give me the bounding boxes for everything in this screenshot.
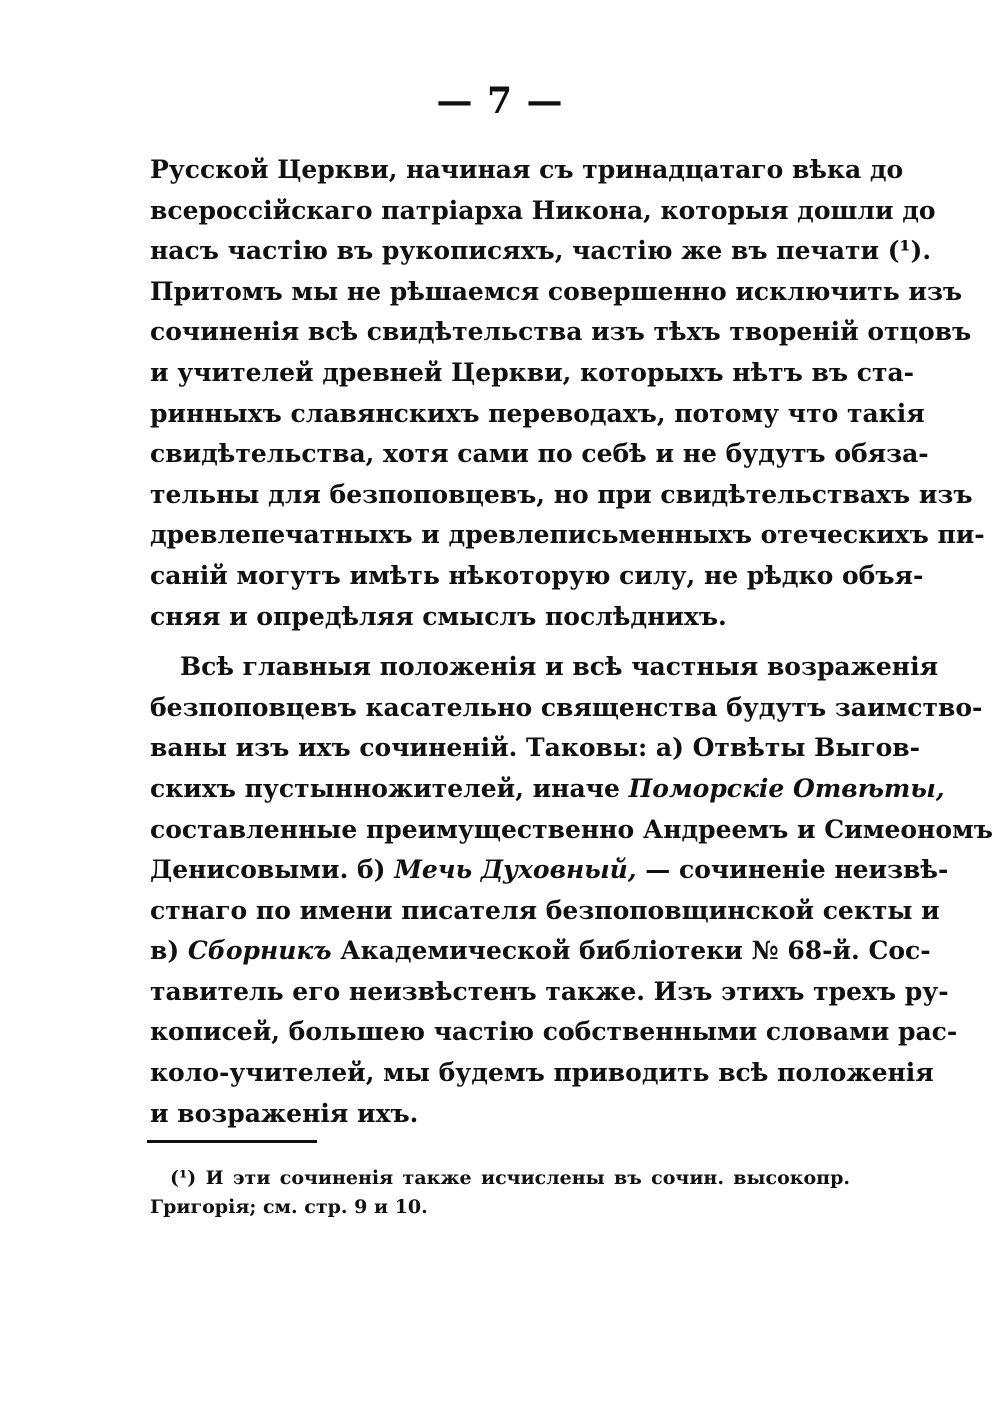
footnote-line: (¹) И эти сочиненія также исчислены въ сочин. высокопр. [170,1167,850,1189]
text-run: — сочиненіе неизвѣ- [636,855,949,885]
italic-title: Поморскіе Отвѣты, [628,773,945,803]
text-run: Денисовыми. б) [150,855,395,885]
page-number: — 7 — [436,80,564,122]
text-line: насъ частію въ рукописяхъ, частію же въ печати (¹). [150,236,932,266]
text-line: сочиненія всѣ свидѣтельства изъ тѣхъ твореній отцовъ [150,317,972,347]
footnote-line: Григорія; см. стр. 9 и 10. [150,1196,428,1218]
text-line: всероссійскаго патріарха Никона, которыя дошли до [150,195,936,225]
paragraph [150,647,993,1134]
text-line: свидѣтельства, хотя сами по себѣ и не будутъ обяза- [150,439,929,469]
text-line [150,850,949,891]
text-line: ринныхъ славянскихъ переводахъ, потому что такія [150,398,925,428]
body-text [150,150,993,1134]
text-line [150,769,945,810]
italic-title: Сборникъ [187,936,332,966]
text-line: ваны изъ ихъ сочиненій. Таковы: а) Отвѣты Выгов- [150,733,921,763]
text-line: безпоповцевъ касательно священства будутъ заимство- [150,692,983,722]
text-line: сняя и опредѣляя смыслъ послѣднихъ. [150,601,727,631]
text-line: тельны для безпоповцевъ, но при свидѣтельствахъ изъ [150,479,973,509]
text-line: и возраженія ихъ. [150,1098,419,1128]
footnote-divider [147,1140,317,1143]
text-line: Всѣ главныя положенія и всѣ частныя возраженія [180,652,939,682]
paragraph [150,150,985,637]
text-run: в) [150,936,188,966]
text-run: Академической библіотеки № 68-й. Сос- [331,936,931,966]
text-line: коло-учителей, мы будемъ приводить всѣ положенія [150,1058,934,1088]
text-line: Притомъ мы не рѣшаемся совершенно исключить изъ [150,276,963,306]
text-line: кописей, большею частію собственными словами рас- [150,1017,958,1047]
italic-title: Мечь Духовный, [394,855,637,885]
text-line: стнаго по имени писателя безпоповщинской секты и [150,895,940,925]
text-run: скихъ пустынножителей, иначе [150,773,629,803]
text-line: древлепечатныхъ и древлеписьменныхъ отеческихъ пи- [150,520,985,550]
text-line: Русской Церкви, начиная съ тринадцатаго вѣка до [150,155,904,184]
text-line: тавитель его неизвѣстенъ также. Изъ этихъ трехъ ру- [150,976,949,1006]
text-line: и учителей древней Церкви, которыхъ нѣтъ въ ста- [150,357,915,387]
text-line [150,931,931,972]
text-line: составленные преимущественно Андреемъ и Симеономъ [150,814,993,844]
text-line: саній могутъ имѣть нѣкоторую силу, не рѣдко объя- [150,560,924,590]
footnote [150,1164,850,1222]
